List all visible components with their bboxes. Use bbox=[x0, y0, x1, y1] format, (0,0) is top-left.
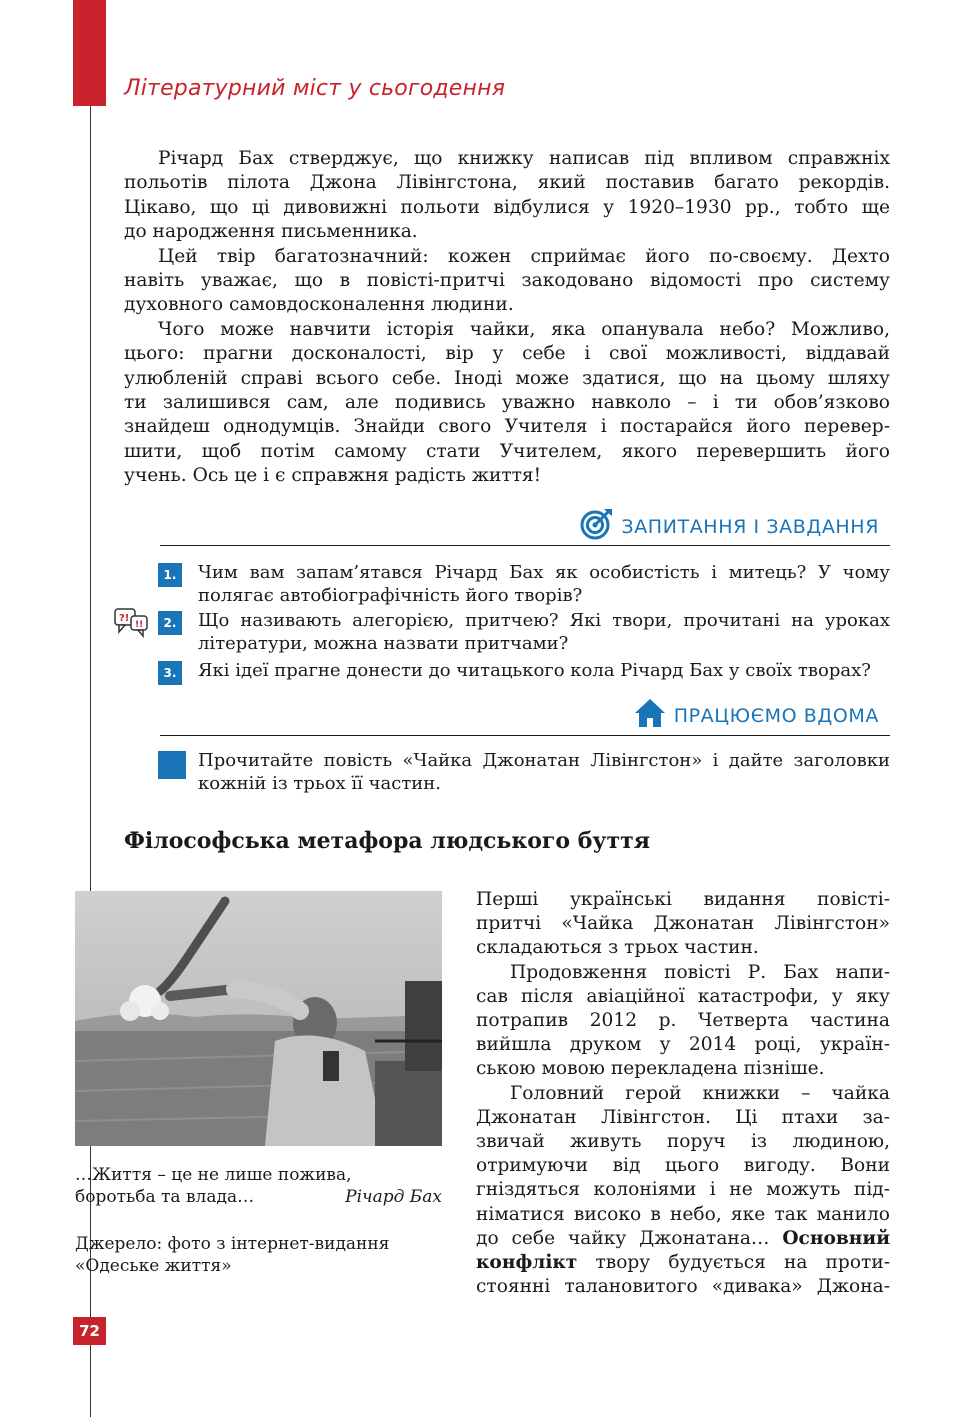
source-line: Джерело: фото з інтернет-видання bbox=[75, 1234, 390, 1254]
text-line bbox=[476, 1251, 890, 1275]
text-line: шити, щоб потім самому стати Учителем, якого перевершить його bbox=[124, 440, 890, 462]
text-line: кожній із трьох її частин. bbox=[198, 772, 442, 794]
text-line: сав після авіаційної катастрофи, у яку bbox=[476, 985, 890, 1007]
header-red-band bbox=[73, 0, 106, 106]
text-line: Джонатан Лівінгстон. Ці птахи за- bbox=[476, 1106, 890, 1128]
question-item bbox=[158, 660, 890, 685]
text-span: до себе чайку Джонатана… bbox=[476, 1227, 783, 1249]
section-title: Філософська метафора людського буття bbox=[124, 828, 650, 854]
question-text bbox=[198, 562, 890, 607]
text-line: ти залишився сам, але подивись уважно навколо – і ти обов’язково bbox=[124, 392, 890, 414]
text-line: Річард Бах стверджує, що книжку написав під впливом справжніх bbox=[158, 148, 890, 169]
svg-text:?!: ?! bbox=[119, 613, 130, 624]
text-line: Перші українські видання повісті- bbox=[476, 889, 890, 910]
page-number: 72 bbox=[73, 1317, 106, 1345]
text-line: стоянні талановитого «дивака» Джона- bbox=[476, 1276, 890, 1298]
text-line: Які ідеї прагне донести до читацького кола Річард Бах у своїх творах? bbox=[198, 660, 871, 681]
text-line: Що називають алегорією, притчею? Які твори, прочитані на уроках bbox=[198, 610, 890, 631]
svg-text:!!: !! bbox=[135, 620, 144, 630]
running-title: Літературний міст у сьогодення bbox=[124, 76, 506, 101]
homework-heading bbox=[634, 698, 879, 733]
text-line: улюбленій справі всього себе. Іноді може здатися, що на цьому шляху bbox=[124, 367, 890, 389]
homework-heading-label: ПРАЦЮЄМО ВДОМА bbox=[673, 704, 879, 727]
text-line: Продовження повісті Р. Бах напи- bbox=[510, 961, 890, 983]
question-number: 3. bbox=[158, 661, 182, 685]
question-number: 1. bbox=[158, 563, 182, 587]
question-text bbox=[198, 660, 890, 685]
text-line: Цікаво, що ці дивовижні польоти відбулися у 1920–1930 рр., тобто ще bbox=[124, 196, 890, 218]
bold-term: конфлікт bbox=[476, 1252, 578, 1274]
question-item bbox=[158, 610, 890, 655]
text-line: полягає автобіографічність його творів? bbox=[198, 584, 583, 606]
text-line: Чого може навчити історія чайки, яка опанувала небо? Можливо, bbox=[158, 318, 890, 340]
text-line: до народження письменника. bbox=[124, 221, 418, 243]
text-line bbox=[476, 1227, 890, 1251]
caption-author: Річард Бах bbox=[345, 1187, 442, 1207]
caption-quote-line: боротьба та влада… bbox=[75, 1187, 255, 1207]
caption-quote-line: …Життя – це не лише пожива, bbox=[75, 1165, 352, 1185]
questions-heading bbox=[579, 507, 879, 546]
homework-item bbox=[158, 750, 890, 795]
text-line: Цей твір багатозначний: кожен сприймає його по-своєму. Дехто bbox=[158, 245, 890, 267]
question-item bbox=[158, 562, 890, 607]
text-line: Чим вам запам’ятався Річард Бах як особистість і митець? У чому bbox=[198, 562, 890, 583]
discussion-icon bbox=[113, 607, 151, 643]
photo-caption bbox=[75, 1164, 442, 1208]
text-line: отримуючи від цього вигоду. Вони bbox=[476, 1155, 890, 1177]
text-line: ською мовою перекладена пізніше. bbox=[476, 1058, 825, 1080]
column-text bbox=[476, 888, 890, 1299]
text-line: вийшла друком у 2014 році, україн- bbox=[476, 1034, 890, 1056]
target-icon bbox=[579, 507, 613, 546]
question-text bbox=[198, 610, 890, 655]
divider bbox=[160, 545, 890, 546]
text-line: потрапив 2012 р. Четверта частина bbox=[476, 1010, 890, 1032]
text-line: Головний герой книжки – чайка bbox=[510, 1082, 890, 1104]
text-line: німатися високо в небо, яке так манило bbox=[476, 1203, 890, 1225]
text-line: учень. Ось це і є справжня радість життя! bbox=[124, 465, 542, 487]
text-line: літератури, можна назвати притчами? bbox=[198, 632, 569, 654]
text-line: цього: прагни досконалості, вір у себе і свої можливості, віддавай bbox=[124, 343, 890, 365]
bold-term: Основний bbox=[782, 1227, 890, 1249]
home-icon bbox=[634, 698, 666, 733]
photo-source bbox=[75, 1233, 442, 1277]
question-number: 2. bbox=[158, 611, 182, 635]
text-line: складаються з трьох частин. bbox=[476, 937, 759, 959]
paragraph bbox=[124, 147, 890, 245]
text-line: знайдеш однодумців. Знайди свого Учителя і постарайся його перевер- bbox=[124, 416, 890, 438]
intro-text bbox=[124, 147, 890, 489]
text-line: духовного самовдосконалення людини. bbox=[124, 294, 514, 316]
text-line: навіть уважає, що в повісті-притчі закодовано відомості про систему bbox=[124, 270, 890, 292]
richard-bach-photo bbox=[75, 891, 442, 1146]
text-span: твору будується на проти- bbox=[577, 1252, 890, 1274]
paragraph bbox=[124, 245, 890, 318]
text-line: польотів пілота Джона Лівінгстона, який поставив багато рекордів. bbox=[124, 172, 890, 194]
text-line: звичай живуть поруч із людиною, bbox=[476, 1131, 890, 1153]
divider bbox=[160, 735, 890, 736]
margin-line bbox=[90, 106, 91, 1417]
source-line: «Одеське життя» bbox=[75, 1256, 232, 1276]
text-line: гніздяться колоніями і не можуть під- bbox=[476, 1179, 890, 1201]
questions-heading-label: ЗАПИТАННЯ І ЗАВДАННЯ bbox=[621, 515, 879, 538]
homework-text bbox=[198, 750, 890, 795]
paragraph bbox=[124, 318, 890, 489]
homework-marker bbox=[158, 751, 186, 779]
text-line: Прочитайте повість «Чайка Джонатан Лівінгстон» і дайте заголовки bbox=[198, 750, 890, 771]
text-line: притчі «Чайка Джонатан Лівінгстон» bbox=[476, 913, 890, 935]
